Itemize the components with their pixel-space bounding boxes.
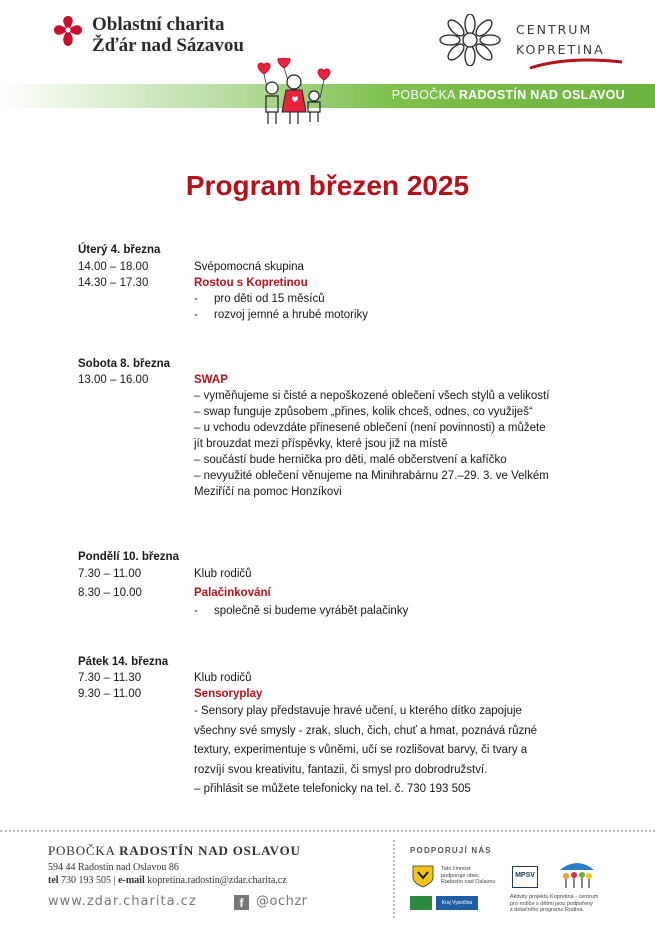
footer-divider [0,830,655,832]
municipality-crest-icon [410,864,436,888]
page-title: Program březen 2025 [185,170,470,201]
activity-highlight: SWAP [194,374,228,386]
social-handle[interactable]: @ochzr [256,894,308,909]
activity-highlight: Rostou s Kopretinou [194,277,308,289]
day-heading: Pátek 14. března [78,656,169,668]
time: 7.30 – 11.30 [78,672,142,684]
day-heading: Pondělí 10. března [78,551,179,563]
activity: Klub rodičů [194,568,252,580]
kraj-vysocina-logo: Kraj Vysočina [436,896,478,910]
activity-highlight: Palačinkování [194,587,271,599]
kids-umbrella-logo-icon [556,860,598,890]
footer-contact: tel 730 193 505 | e-mail kopretina.radostin@zdar.charita.cz [48,875,287,886]
day-heading: Sobota 8. března [78,358,171,370]
activity-description: – vyměňujeme si čisté a nepoškozené oblečení všech stylů a velikostí – swap funguje způsobem „přines, kolik chceš, odnes, co využiješ“ – u vchodu odevzdáte přinesené oblečení (není povinnosti) a můžete jít brouzdat mezi příspěvky, které jsou již na místě – součástí bude hernička pro děti, malé občerstvení a kafíčko – nevyužité oblečení věnujeme na Minihrabárnu 27.–29. 3. ve Velkém Meziříčí na pomoc Honzíkovi [194,390,550,498]
website-link[interactable]: www.zdar.charita.cz [48,894,197,909]
email-link[interactable]: kopretina.radostin@zdar.charita.cz [144,875,287,886]
day-heading: Úterý 4. března [78,244,161,256]
family-illustration-icon [240,58,336,128]
time: 7.30 – 11.00 [78,568,142,580]
time: 8.30 – 10.00 [78,587,142,599]
swoosh-decoration [528,58,624,70]
activity: Svépomocná skupina [194,261,304,273]
charita-name: Oblastní charita Žďár nad Sázavou [92,14,244,56]
page-header [0,0,655,110]
footer-address: 594 44 Radostín nad Oslavou 86 [48,862,179,873]
municipality-support-text: Tato činnost podporuje obec Radostín nad Oslavou [441,866,496,885]
supporters-title: PODPORUJÍ NÁS [410,846,492,855]
footer-vertical-divider [393,840,395,918]
activity: Klub rodičů [194,672,252,684]
footer-branch-name: POBOČKA RADOSTÍN NAD OSLAVOU [48,843,301,858]
kopretina-support-text: Aktivity projektu Kopretina - centrum pro rodiče s dětmi jsou podpořeny z dotačního programu Rodina. [510,894,599,913]
charita-cross-logo-icon [50,14,86,50]
branch-banner-text: POBOČKA RADOSTÍN NAD OSLAVOU [391,88,625,102]
vysocina-green-logo [410,896,432,910]
time: 14.30 – 17.30 [78,277,149,289]
activity-description: - Sensory play představuje hravé učení, u kterého dítko zapojuje všechny své smysly - zrak, sluch, čich, chuť a hmat, poznává různé textury, experimentuje s vůněmi, učí se rozlišovat barvy, či tvary a rozvíjí svou kreativitu, fantazii, či smysl pro dobrodružství. – přihlásit se můžete telefonicky na tel. č. 730 193 505 [194,705,538,795]
facebook-icon[interactable]: f [234,895,249,910]
centrum-kopretina-name: CENTRUM KOPRETINA [516,22,605,57]
activity-highlight: Sensoryplay [194,688,263,700]
time: 13.00 – 16.00 [78,374,149,386]
time: 14.00 – 18.00 [78,261,149,273]
time: 9.30 – 11.00 [78,688,142,700]
mpsv-logo: MPSV [512,866,538,888]
daisy-logo-icon [432,14,508,66]
